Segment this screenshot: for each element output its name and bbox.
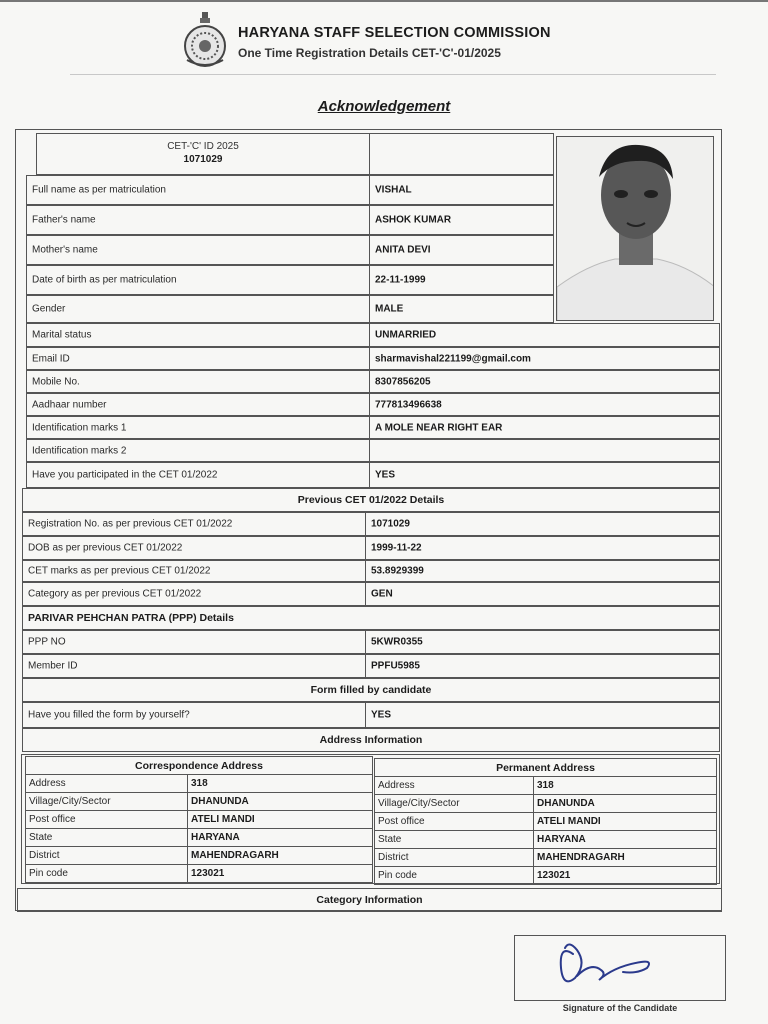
previous-cet-row-marks: [22, 560, 720, 582]
row-label: Mobile No.: [32, 376, 80, 387]
row-label: Have you participated in the CET 01/2022: [32, 469, 218, 481]
info-row-participated-cet: [26, 462, 720, 488]
column-divider: [369, 265, 370, 295]
address-heading: Address Information: [319, 734, 423, 746]
column-divider: [369, 205, 370, 235]
table-row: [26, 811, 373, 829]
cet-id-row: [36, 133, 554, 175]
address-label: District: [375, 849, 534, 867]
info-row-full-name: [26, 175, 554, 205]
row-value: 777813496638: [375, 399, 442, 410]
previous-cet-row-category: [22, 582, 720, 606]
row-value: 22-11-1999: [375, 274, 426, 286]
row-value: 1999-11-22: [371, 542, 422, 554]
form-filled-heading: Form filled by candidate: [310, 684, 432, 696]
row-label: Identification marks 2: [32, 445, 127, 456]
address-label: Post office: [375, 813, 534, 831]
registration-subtitle: One Time Registration Details CET-'C'-01/2025: [238, 46, 501, 60]
address-value: 318: [534, 777, 717, 795]
row-value: PPFU5985: [371, 660, 420, 672]
address-value: ATELI MANDI: [534, 813, 717, 831]
row-label: Email ID: [32, 353, 70, 364]
cet-id-value: 1071029: [183, 154, 223, 165]
column-divider: [365, 702, 366, 728]
address-heading-row: [22, 728, 720, 752]
row-value: MALE: [375, 303, 404, 315]
column-divider: [369, 295, 370, 323]
acknowledgement-title: Acknowledgement: [317, 98, 451, 115]
address-label: Village/City/Sector: [375, 795, 534, 813]
info-row-mobile: [26, 370, 720, 393]
row-label: Gender: [32, 303, 66, 315]
previous-cet-heading: Previous CET 01/2022 Details: [297, 494, 445, 506]
row-label: Registration No. as per previous CET 01/2022: [28, 518, 233, 530]
column-divider: [365, 512, 366, 536]
ppp-row-ppp-no: [22, 630, 720, 654]
signature-label: Signature of the Candidate: [562, 1003, 678, 1013]
address-label: State: [375, 831, 534, 849]
row-value: UNMARRIED: [375, 329, 437, 341]
address-value: DHANUNDA: [534, 795, 717, 813]
row-label: Member ID: [28, 660, 78, 672]
table-row: [26, 793, 373, 811]
address-label: Post office: [26, 811, 188, 829]
column-divider: [369, 439, 370, 462]
category-heading: Category Information: [316, 894, 423, 906]
address-label: Address: [375, 777, 534, 795]
cet-id-label: CET-'C' ID 2025: [167, 141, 239, 152]
address-label: Village/City/Sector: [26, 793, 188, 811]
row-label: PPP NO: [28, 636, 66, 648]
column-divider: [365, 582, 366, 606]
address-value: 123021: [188, 865, 373, 883]
category-heading-row: [17, 888, 722, 912]
address-value: HARYANA: [188, 829, 373, 847]
address-value: MAHENDRAGARH: [188, 847, 373, 865]
row-value: 8307856205: [375, 376, 431, 387]
candidate-photo: [556, 136, 714, 321]
address-value: 318: [188, 775, 373, 793]
row-value: GEN: [371, 588, 393, 600]
table-row: [375, 777, 717, 795]
info-row-father-name: [26, 205, 554, 235]
table-row: [375, 867, 717, 885]
row-value: YES: [371, 709, 392, 721]
document-header: [178, 8, 738, 68]
column-divider: [369, 462, 370, 488]
row-value: A MOLE NEAR RIGHT EAR: [375, 422, 503, 433]
row-label: Full name as per matriculation: [32, 184, 166, 196]
page-top-border: [0, 0, 768, 2]
column-divider: [369, 370, 370, 393]
row-value: VISHAL: [375, 184, 412, 196]
column-divider: [365, 536, 366, 560]
permanent-address-title: Permanent Address: [375, 759, 717, 777]
address-label: Address: [26, 775, 188, 793]
address-label: Pin code: [26, 865, 188, 883]
column-divider: [369, 175, 370, 205]
row-label: DOB as per previous CET 01/2022: [28, 542, 183, 554]
correspondence-address-title: Correspondence Address: [26, 757, 373, 775]
header-divider: [70, 74, 716, 75]
info-row-gender: [26, 295, 554, 323]
table-row: [26, 775, 373, 793]
column-divider: [369, 133, 370, 175]
table-row: [375, 831, 717, 849]
address-label: District: [26, 847, 188, 865]
row-value: 5KWR0355: [371, 636, 423, 648]
address-value: MAHENDRAGARH: [534, 849, 717, 867]
info-row-id-mark-1: [26, 416, 720, 439]
address-label: Pin code: [375, 867, 534, 885]
row-label: Marital status: [32, 329, 92, 341]
row-label: Category as per previous CET 01/2022: [28, 588, 202, 600]
address-value: HARYANA: [534, 831, 717, 849]
row-label: CET marks as per previous CET 01/2022: [28, 565, 211, 577]
address-value: DHANUNDA: [188, 793, 373, 811]
candidate-signature: [515, 936, 725, 1000]
column-divider: [365, 654, 366, 678]
table-row: [26, 829, 373, 847]
previous-cet-heading-row: [22, 488, 720, 512]
column-divider: [369, 416, 370, 439]
info-row-dob: [26, 265, 554, 295]
ppp-row-member-id: [22, 654, 720, 678]
column-divider: [369, 235, 370, 265]
info-row-mother-name: [26, 235, 554, 265]
address-value: ATELI MANDI: [188, 811, 373, 829]
column-divider: [365, 630, 366, 654]
row-label: Aadhaar number: [32, 399, 107, 410]
form-filled-heading-row: [22, 678, 720, 702]
column-divider: [369, 347, 370, 370]
row-label: Father's name: [32, 214, 96, 226]
row-label: Identification marks 1: [32, 422, 127, 433]
table-row: [375, 849, 717, 867]
signature-box: [514, 935, 726, 1001]
column-divider: [369, 393, 370, 416]
row-label: Have you filled the form by yourself?: [28, 709, 190, 721]
row-value: YES: [375, 469, 396, 481]
info-row-marital-status: [26, 323, 720, 347]
ppp-heading-row: [22, 606, 720, 630]
row-value: 1071029: [371, 518, 410, 530]
org-name: HARYANA STAFF SELECTION COMMISSION: [238, 25, 551, 41]
permanent-address-table: [374, 758, 717, 885]
info-row-aadhaar: [26, 393, 720, 416]
table-row: [375, 813, 717, 831]
previous-cet-row-dob: [22, 536, 720, 560]
previous-cet-row-registration: [22, 512, 720, 536]
row-value: sharmavishal221199@gmail.com: [375, 353, 531, 364]
ppp-heading: PARIVAR PEHCHAN PATRA (PPP) Details: [28, 612, 234, 624]
table-row: [375, 795, 717, 813]
row-value: ASHOK KUMAR: [375, 214, 452, 226]
form-filled-row-self: [22, 702, 720, 728]
row-value: ANITA DEVI: [375, 244, 431, 256]
row-value: 53.8929399: [371, 565, 424, 577]
address-value: 123021: [534, 867, 717, 885]
table-row: [26, 865, 373, 883]
column-divider: [369, 323, 370, 347]
column-divider: [365, 560, 366, 582]
haryana-emblem-icon: [178, 10, 232, 68]
info-row-email: [26, 347, 720, 370]
address-label: State: [26, 829, 188, 847]
row-label: Date of birth as per matriculation: [32, 274, 177, 286]
info-row-id-mark-2: [26, 439, 720, 462]
row-label: Mother's name: [32, 244, 98, 256]
table-row: [26, 847, 373, 865]
correspondence-address-table: [25, 756, 373, 883]
